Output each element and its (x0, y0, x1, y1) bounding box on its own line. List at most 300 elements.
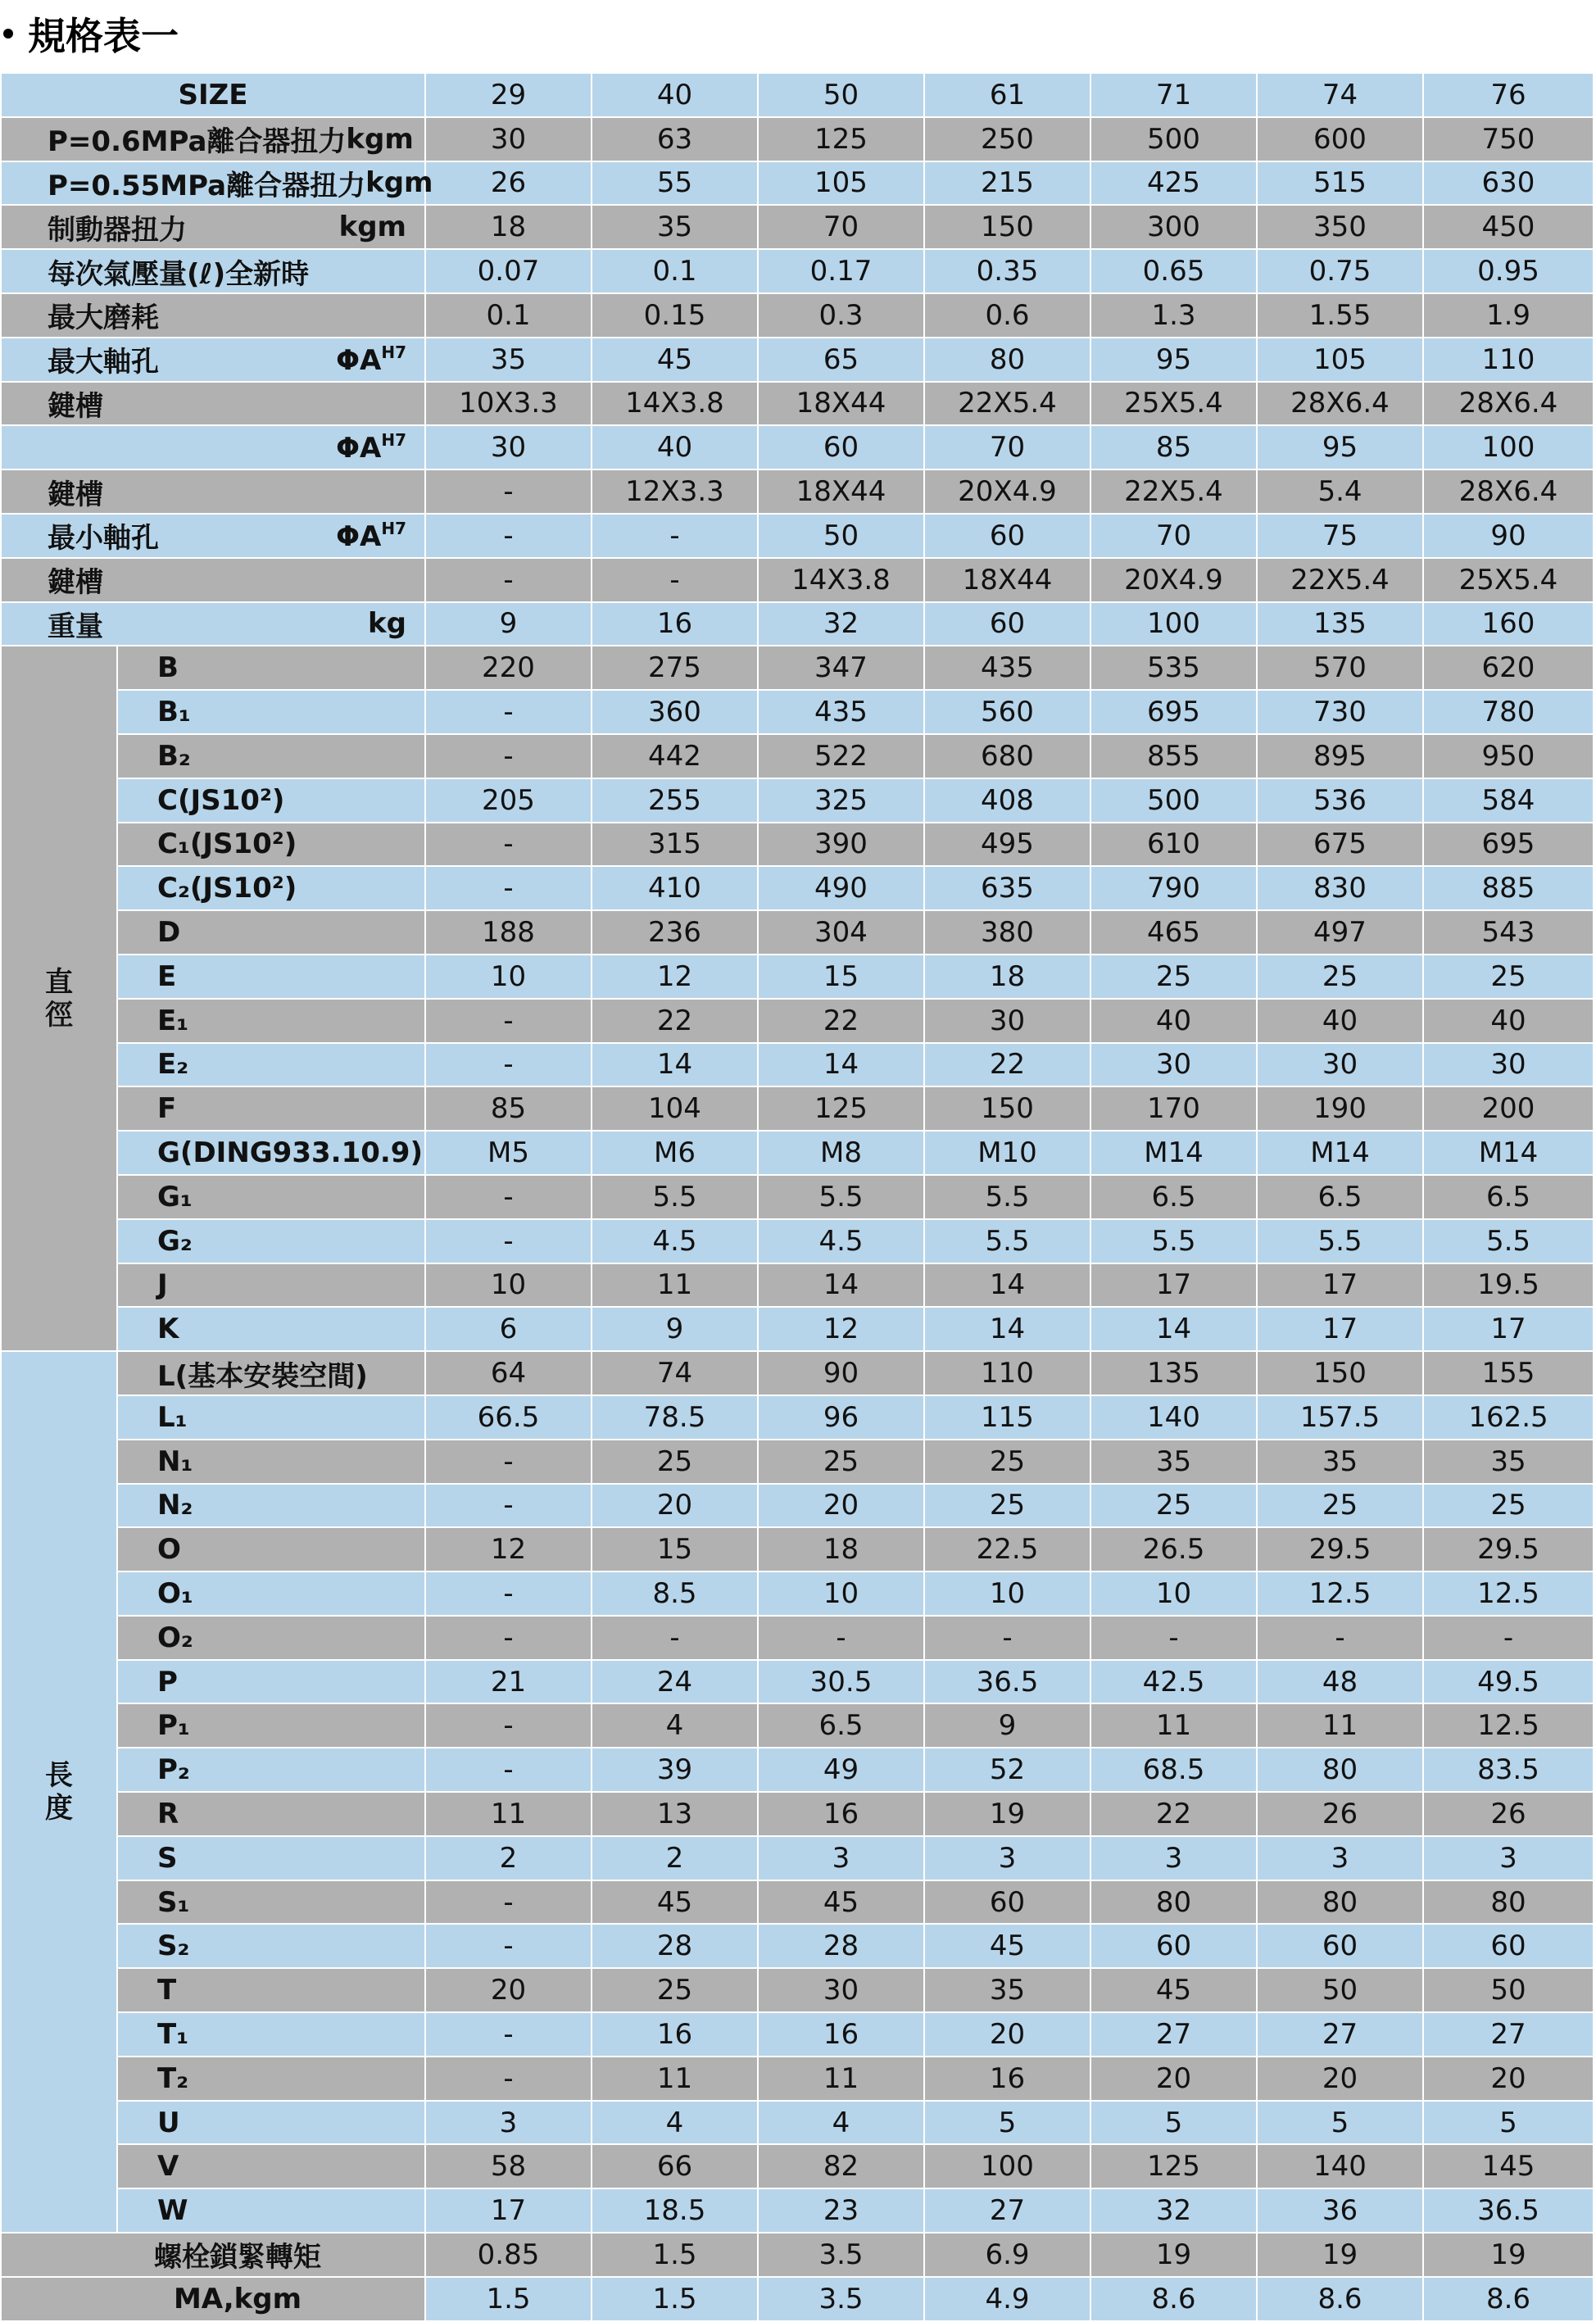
row-unit-text: kgm (365, 166, 433, 200)
table-cell: - (425, 1043, 592, 1087)
table-cell: 4 (592, 1703, 758, 1748)
table-row (1, 1043, 1594, 1087)
row-label: B₂ (117, 734, 425, 778)
table-cell: 6.5 (1257, 1175, 1423, 1219)
table-cell: 28X6.4 (1423, 469, 1594, 514)
table-cell: 145 (1423, 2144, 1594, 2188)
table-cell: 45 (758, 1880, 924, 1925)
table-cell: 20 (758, 1484, 924, 1528)
table-cell: 435 (924, 646, 1090, 690)
table-cell: 11 (592, 2057, 758, 2101)
table-cell: 48 (1257, 1660, 1423, 1704)
table-cell: M14 (1257, 1131, 1423, 1175)
table-cell: 22 (1090, 1792, 1257, 1836)
table-cell: 30 (425, 425, 592, 469)
table-cell: 0.35 (924, 249, 1090, 293)
table-cell: 25 (592, 1440, 758, 1484)
row-label: T (117, 1968, 425, 2012)
table-cell: 5.5 (1257, 1219, 1423, 1263)
table-cell: 275 (592, 646, 758, 690)
table-row (1, 734, 1594, 778)
table-cell: 150 (924, 205, 1090, 249)
row-label: 最大磨耗 (48, 302, 159, 335)
spec-table-body (1, 73, 1594, 2321)
table-row (1, 514, 1594, 558)
table-row (1, 1351, 1594, 1395)
row-label: K (117, 1307, 425, 1351)
row-label: D (117, 910, 425, 955)
table-cell: 950 (1423, 734, 1594, 778)
table-cell: 26 (425, 161, 592, 206)
table-row (1, 205, 1594, 249)
table-cell: 855 (1090, 734, 1257, 778)
table-cell: 23 (758, 2188, 924, 2233)
table-cell: 255 (592, 778, 758, 823)
table-cell: 64 (425, 1351, 592, 1395)
table-cell: 220 (425, 646, 592, 690)
table-cell: - (425, 1924, 592, 1968)
table-row (1, 1924, 1594, 1968)
table-cell: 17 (1257, 1307, 1423, 1351)
table-cell: 35 (425, 338, 592, 382)
table-cell: 515 (1257, 161, 1423, 206)
table-cell: 22 (924, 1043, 1090, 1087)
table-cell: 17 (1090, 1263, 1257, 1308)
table-row (1, 1484, 1594, 1528)
table-cell: 85 (1090, 425, 1257, 469)
row-label-cell (1, 425, 425, 469)
table-cell: 14 (1090, 1307, 1257, 1351)
table-cell: 495 (924, 823, 1090, 867)
row-label: 重量 (48, 610, 103, 643)
table-cell: 584 (1423, 778, 1594, 823)
table-cell: 18X44 (924, 558, 1090, 602)
table-cell: 390 (758, 823, 924, 867)
table-cell: 45 (1090, 1968, 1257, 2012)
row-label: 制動器扭力 (48, 213, 187, 247)
table-cell: 25 (924, 1440, 1090, 1484)
table-cell: - (1423, 1616, 1594, 1660)
table-cell: 68.5 (1090, 1748, 1257, 1792)
table-cell: 410 (592, 866, 758, 910)
table-cell: 35 (1090, 1440, 1257, 1484)
table-cell: 125 (1090, 2144, 1257, 2188)
table-cell: 25X5.4 (1090, 382, 1257, 426)
table-cell: 52 (924, 1748, 1090, 1792)
table-cell: 45 (592, 338, 758, 382)
row-unit (336, 342, 406, 377)
table-cell: 25 (592, 1968, 758, 2012)
row-label: MA,kgm (1, 2277, 425, 2321)
table-cell: 50 (758, 73, 924, 117)
row-label-cell (1, 117, 425, 161)
table-cell: - (592, 1616, 758, 1660)
table-cell: 4.5 (592, 1219, 758, 1263)
table-row (1, 866, 1594, 910)
row-label: P (117, 1660, 425, 1704)
table-cell: - (425, 1616, 592, 1660)
table-row (1, 558, 1594, 602)
table-cell: - (425, 1571, 592, 1616)
table-cell: 570 (1257, 646, 1423, 690)
row-label: S₂ (117, 1924, 425, 1968)
row-label: T₂ (117, 2057, 425, 2101)
table-cell: 16 (924, 2057, 1090, 2101)
row-label: 鍵槽 (48, 566, 103, 600)
table-cell: - (425, 1880, 592, 1925)
table-cell: - (425, 1703, 592, 1748)
table-cell: 1.5 (592, 2277, 758, 2321)
table-cell: 26 (1257, 1792, 1423, 1836)
table-cell: 35 (1257, 1440, 1423, 1484)
table-cell: 22.5 (924, 1527, 1090, 1571)
table-cell: 3 (1090, 1836, 1257, 1880)
table-cell: 10 (1090, 1571, 1257, 1616)
table-cell: 25 (1090, 955, 1257, 999)
table-row (1, 249, 1594, 293)
table-cell: 750 (1423, 117, 1594, 161)
table-row (1, 1219, 1594, 1263)
table-cell: 40 (1423, 999, 1594, 1043)
table-cell: 155 (1423, 1351, 1594, 1395)
table-cell: 215 (924, 161, 1090, 206)
row-label: C(JS10²) (117, 778, 425, 823)
table-cell: 6 (425, 1307, 592, 1351)
table-cell: 12.5 (1423, 1703, 1594, 1748)
table-cell: 497 (1257, 910, 1423, 955)
row-label: C₂(JS10²) (117, 866, 425, 910)
table-cell: 75 (1257, 514, 1423, 558)
table-cell: 5.5 (758, 1175, 924, 1219)
table-cell: 26 (1423, 1792, 1594, 1836)
table-cell: 40 (592, 425, 758, 469)
table-cell: 17 (1423, 1307, 1594, 1351)
table-cell: M8 (758, 1131, 924, 1175)
table-row (1, 1086, 1594, 1131)
table-cell: 830 (1257, 866, 1423, 910)
table-cell: 11 (758, 2057, 924, 2101)
table-cell: 3 (1423, 1836, 1594, 1880)
table-row (1, 823, 1594, 867)
table-cell: 15 (758, 955, 924, 999)
table-cell: 80 (1257, 1748, 1423, 1792)
table-row (1, 1748, 1594, 1792)
table-cell: 20 (1423, 2057, 1594, 2101)
table-cell: 5 (1423, 2101, 1594, 2145)
table-row (1, 1571, 1594, 1616)
table-row (1, 1703, 1594, 1748)
table-cell: 28X6.4 (1257, 382, 1423, 426)
table-cell: 18 (924, 955, 1090, 999)
table-cell: - (592, 514, 758, 558)
row-unit-text: ΦA (336, 519, 382, 553)
table-cell: 14 (758, 1043, 924, 1087)
table-row (1, 469, 1594, 514)
table-cell: - (425, 1175, 592, 1219)
table-cell: 42.5 (1090, 1660, 1257, 1704)
table-cell: 170 (1090, 1086, 1257, 1131)
table-footer-row (1, 2277, 1594, 2321)
table-cell: 380 (924, 910, 1090, 955)
table-cell: 50 (758, 514, 924, 558)
row-label: O₂ (117, 1616, 425, 1660)
table-cell: 150 (1257, 1351, 1423, 1395)
table-cell: 560 (924, 690, 1090, 734)
table-cell: 20 (924, 2012, 1090, 2057)
table-cell: 36.5 (1423, 2188, 1594, 2233)
table-cell: - (758, 1616, 924, 1660)
table-cell: 30 (425, 117, 592, 161)
table-cell: 188 (425, 910, 592, 955)
table-row (1, 293, 1594, 338)
table-cell: 205 (425, 778, 592, 823)
row-label: N₁ (117, 1440, 425, 1484)
table-cell: 730 (1257, 690, 1423, 734)
table-row (1, 1175, 1594, 1219)
table-cell: 14 (592, 1043, 758, 1087)
table-cell: 0.6 (924, 293, 1090, 338)
table-cell: 22 (592, 999, 758, 1043)
table-cell: 408 (924, 778, 1090, 823)
table-cell: 27 (1257, 2012, 1423, 2057)
table-cell: 500 (1090, 778, 1257, 823)
table-cell: 13 (592, 1792, 758, 1836)
table-cell: 4 (758, 2101, 924, 2145)
table-cell: 27 (924, 2188, 1090, 2233)
table-cell: 27 (1090, 2012, 1257, 2057)
table-cell: 110 (1423, 338, 1594, 382)
table-cell: 1.9 (1423, 293, 1594, 338)
row-label: P=0.55MPa離合器扭力 (48, 169, 366, 202)
table-cell: 4 (592, 2101, 758, 2145)
table-cell: 635 (924, 866, 1090, 910)
table-row (1, 425, 1594, 469)
table-cell: 885 (1423, 866, 1594, 910)
table-cell: 200 (1423, 1086, 1594, 1131)
row-label: 最大軸孔 (48, 346, 159, 379)
table-cell: 315 (592, 823, 758, 867)
table-row (1, 1880, 1594, 1925)
row-label: N₂ (117, 1484, 425, 1528)
table-cell: 80 (1423, 1880, 1594, 1925)
table-cell: 20 (425, 1968, 592, 2012)
table-cell: 19 (924, 1792, 1090, 1836)
table-cell: - (425, 866, 592, 910)
table-cell: 5.5 (924, 1219, 1090, 1263)
table-cell: 80 (924, 338, 1090, 382)
group-label: 長度 (45, 1759, 73, 1825)
table-cell: 4.9 (924, 2277, 1090, 2321)
table-row (1, 2188, 1594, 2233)
table-cell: 22 (758, 999, 924, 1043)
table-cell: 9 (924, 1703, 1090, 1748)
row-label-cell (1, 469, 425, 514)
table-cell: 0.1 (425, 293, 592, 338)
row-label: G₁ (117, 1175, 425, 1219)
table-cell: 19.5 (1423, 1263, 1594, 1308)
table-cell: 12X3.3 (592, 469, 758, 514)
table-cell: 30 (758, 1968, 924, 2012)
row-label: 螺栓鎖緊轉矩 (1, 2233, 425, 2277)
table-cell: 61 (924, 73, 1090, 117)
row-label: P₂ (117, 1748, 425, 1792)
table-cell: 10X3.3 (425, 382, 592, 426)
row-unit-text: ΦA (336, 343, 382, 377)
table-cell: M14 (1090, 1131, 1257, 1175)
table-cell: 5 (924, 2101, 1090, 2145)
table-cell: 3.5 (758, 2233, 924, 2277)
row-label: W (117, 2188, 425, 2233)
table-cell: 35 (1423, 1440, 1594, 1484)
table-cell: 25 (1257, 1484, 1423, 1528)
table-cell: 14 (924, 1307, 1090, 1351)
table-cell: 8.6 (1257, 2277, 1423, 2321)
group-label-cell (1, 1351, 117, 2233)
table-cell: 25 (1257, 955, 1423, 999)
group-label-cell (1, 646, 117, 1351)
table-cell: 9 (592, 1307, 758, 1351)
table-cell: 2 (592, 1836, 758, 1880)
table-cell: 22X5.4 (1090, 469, 1257, 514)
table-row (1, 338, 1594, 382)
table-cell: 100 (1423, 425, 1594, 469)
table-cell: 465 (1090, 910, 1257, 955)
table-cell: 49.5 (1423, 1660, 1594, 1704)
table-cell: 157.5 (1257, 1395, 1423, 1440)
table-cell: 695 (1423, 823, 1594, 867)
table-cell: 325 (758, 778, 924, 823)
table-cell: 10 (425, 955, 592, 999)
table-cell: 16 (758, 2012, 924, 2057)
row-label: V (117, 2144, 425, 2188)
table-cell: 80 (1257, 1880, 1423, 1925)
row-label: T₁ (117, 2012, 425, 2057)
table-cell: 20 (1257, 2057, 1423, 2101)
row-unit (368, 607, 406, 640)
table-cell: 12.5 (1257, 1571, 1423, 1616)
page-title (0, 0, 179, 67)
table-cell: 12 (758, 1307, 924, 1351)
table-cell: 10 (924, 1571, 1090, 1616)
table-cell: 3 (1257, 1836, 1423, 1880)
row-label: E₁ (117, 999, 425, 1043)
table-cell: M14 (1423, 1131, 1594, 1175)
row-unit (339, 211, 406, 243)
table-cell: 236 (592, 910, 758, 955)
table-cell: 1.5 (425, 2277, 592, 2321)
table-cell: 83.5 (1423, 1748, 1594, 1792)
table-cell: 25 (1423, 955, 1594, 999)
table-cell: 50 (1257, 1968, 1423, 2012)
table-cell: 26.5 (1090, 1527, 1257, 1571)
table-cell: 78.5 (592, 1395, 758, 1440)
table-cell: - (425, 558, 592, 602)
table-row (1, 1307, 1594, 1351)
table-cell: 28 (592, 1924, 758, 1968)
table-cell: 36 (1257, 2188, 1423, 2233)
table-cell: M6 (592, 1131, 758, 1175)
table-cell: 350 (1257, 205, 1423, 249)
table-cell: 0.95 (1423, 249, 1594, 293)
row-label: U (117, 2101, 425, 2145)
table-cell: 16 (592, 602, 758, 646)
table-cell: 4.5 (758, 1219, 924, 1263)
row-label: P=0.6MPa離合器扭力 (48, 125, 347, 159)
table-cell: 1.3 (1090, 293, 1257, 338)
row-label: J (117, 1263, 425, 1308)
row-label-cell (1, 602, 425, 646)
table-cell: 2 (425, 1836, 592, 1880)
table-cell: 100 (924, 2144, 1090, 2188)
table-cell: 18X44 (758, 469, 924, 514)
row-label: G₂ (117, 1219, 425, 1263)
table-cell: 14X3.8 (592, 382, 758, 426)
header-size-label (1, 73, 425, 117)
table-cell: 18.5 (592, 2188, 758, 2233)
table-cell: 16 (592, 2012, 758, 2057)
table-cell: 90 (1423, 514, 1594, 558)
row-label-cell (1, 558, 425, 602)
table-cell: 95 (1090, 338, 1257, 382)
table-cell: 0.65 (1090, 249, 1257, 293)
table-cell: 14 (758, 1263, 924, 1308)
table-cell: 162.5 (1423, 1395, 1594, 1440)
table-cell: 12 (592, 955, 758, 999)
row-label: 最小軸孔 (48, 522, 159, 556)
table-cell: 60 (924, 602, 1090, 646)
table-cell: 20X4.9 (924, 469, 1090, 514)
bullet-icon (3, 29, 13, 39)
spec-table (0, 72, 1594, 2322)
table-cell: 29.5 (1257, 1527, 1423, 1571)
row-unit-text: kg (368, 607, 406, 641)
table-cell: 32 (758, 602, 924, 646)
table-cell: 74 (1257, 73, 1423, 117)
row-label: 鍵槽 (48, 478, 103, 511)
table-cell: 12 (425, 1527, 592, 1571)
table-cell: 450 (1423, 205, 1594, 249)
row-label-cell (1, 338, 425, 382)
table-cell: 36.5 (924, 1660, 1090, 1704)
table-cell: 66 (592, 2144, 758, 2188)
table-row (1, 955, 1594, 999)
table-row (1, 1527, 1594, 1571)
table-cell: 5 (1257, 2101, 1423, 2145)
table-cell: 39 (592, 1748, 758, 1792)
row-unit-superscript: H7 (381, 430, 406, 451)
row-unit-text: kgm (338, 211, 406, 244)
row-label: P₁ (117, 1703, 425, 1748)
table-row (1, 1792, 1594, 1836)
table-cell: 3 (924, 1836, 1090, 1880)
table-row (1, 1616, 1594, 1660)
table-cell: 675 (1257, 823, 1423, 867)
table-cell: 1.55 (1257, 293, 1423, 338)
table-cell: 5.4 (1257, 469, 1423, 514)
row-label: S (117, 1836, 425, 1880)
table-cell: 25 (1090, 1484, 1257, 1528)
table-footer-row (1, 2233, 1594, 2277)
table-cell: 17 (425, 2188, 592, 2233)
table-cell: 25 (1423, 1484, 1594, 1528)
row-label: R (117, 1792, 425, 1836)
table-cell: 11 (425, 1792, 592, 1836)
table-cell: 16 (758, 1792, 924, 1836)
table-cell: 14 (924, 1263, 1090, 1308)
table-row (1, 1660, 1594, 1704)
table-cell: 70 (758, 205, 924, 249)
table-cell: - (425, 999, 592, 1043)
